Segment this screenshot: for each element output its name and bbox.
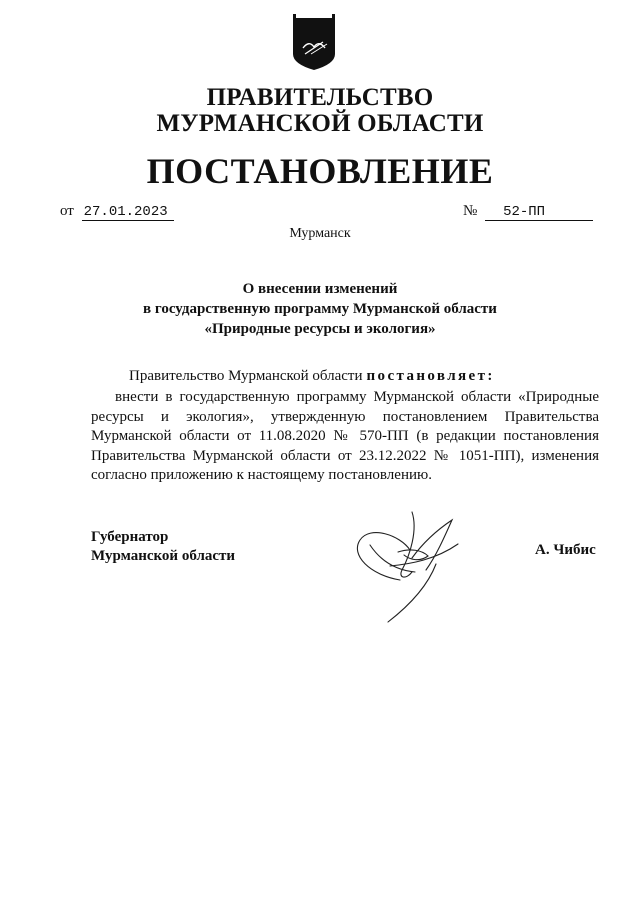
subject-line3: «Природные ресурсы и экология» (204, 321, 436, 337)
subject-line1: О внесении изменений (242, 281, 398, 297)
signatory-title (91, 528, 235, 566)
document-date (60, 203, 174, 221)
handwritten-signature (340, 500, 480, 625)
signatory-title-line2: Мурманской области (91, 548, 236, 564)
date-value: 27.01.2023 (82, 204, 174, 221)
number-prefix: № (463, 203, 478, 219)
intro-text: Правительство Мурманской области (129, 368, 363, 384)
intro-emphasis: постановляет: (366, 368, 495, 384)
government-name-line1: ПРАВИТЕЛЬСТВО (206, 84, 434, 111)
document-number (463, 203, 593, 221)
number-value: 52-ПП (485, 204, 593, 221)
city-name: Мурманск (289, 226, 351, 241)
document-type-title: ПОСТАНОВЛЕНИЕ (146, 151, 494, 191)
signatory-name: А. Чибис (535, 542, 596, 558)
document-subject (0, 279, 640, 339)
date-prefix: от (60, 203, 74, 219)
signatory-title-line1: Губернатор (91, 529, 169, 545)
subject-line2: в государственную программу Мурманской области (143, 301, 497, 317)
resolution-intro (129, 368, 495, 385)
government-name-line2: МУРМАНСКОЙ ОБЛАСТИ (156, 110, 484, 137)
coat-of-arms-icon (291, 14, 337, 70)
resolution-paragraph: внести в государственную программу Мурманской области «Природные ресурсы и экология», утвержденную постановлением Правительства Мурманской области от 11.08.2020 № 570-ПП (в редакции постановления Правительства Мурманской области от 23.12.2022 № 1051-ПП), изменения согласно приложению к настоящему постановлению. (91, 389, 599, 483)
